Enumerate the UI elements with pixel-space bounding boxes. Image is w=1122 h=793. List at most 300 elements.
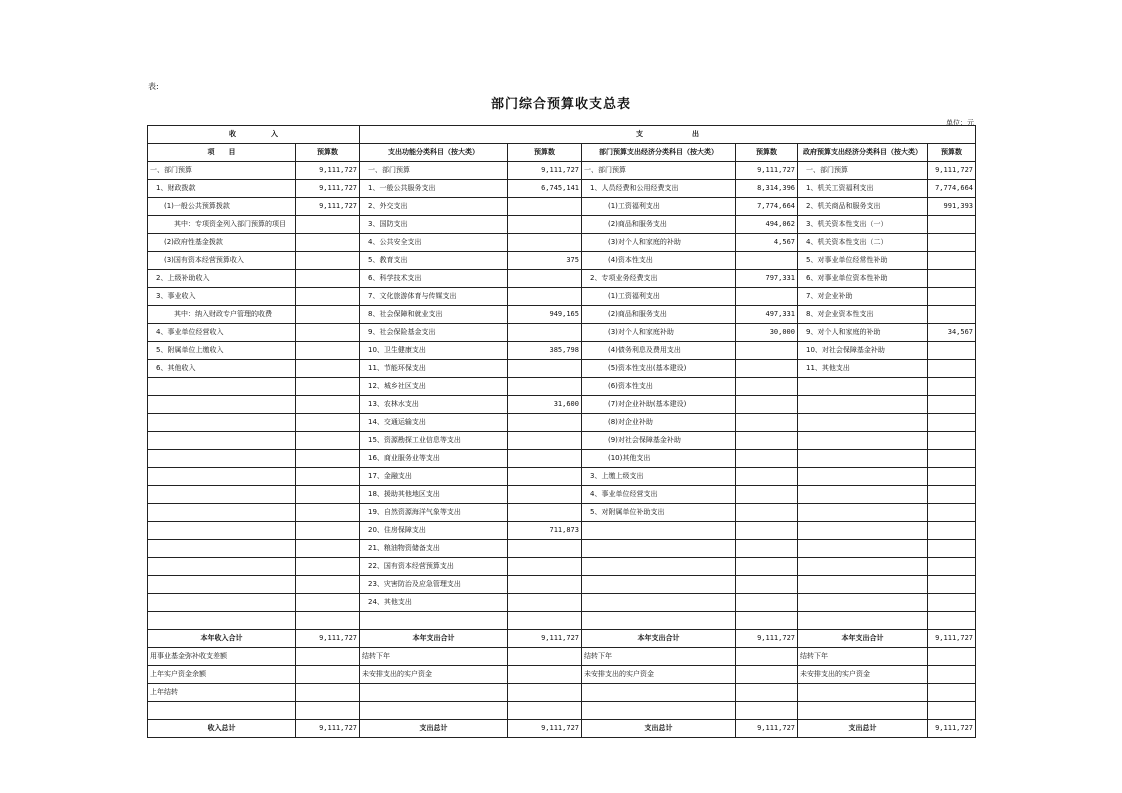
item-cell — [798, 450, 928, 468]
budget-cell — [508, 234, 582, 252]
budget-cell: 9,111,727 — [508, 630, 582, 648]
item-cell: 收入总计 — [148, 720, 296, 738]
item-cell — [148, 522, 296, 540]
item-cell: 1、一般公共服务支出 — [360, 180, 508, 198]
budget-cell — [736, 486, 798, 504]
budget-cell — [508, 576, 582, 594]
budget-header: 预算数 — [296, 144, 360, 162]
budget-cell: 9,111,727 — [736, 630, 798, 648]
table-row — [148, 378, 976, 396]
table-row — [148, 414, 976, 432]
item-cell: (5)资本性支出(基本建设) — [582, 360, 736, 378]
budget-cell — [928, 468, 976, 486]
budget-cell — [928, 396, 976, 414]
budget-cell — [928, 450, 976, 468]
budget-cell — [296, 360, 360, 378]
budget-cell — [736, 666, 798, 684]
item-cell: (3)国有资本经营预算收入 — [148, 252, 296, 270]
item-cell: 本年收入合计 — [148, 630, 296, 648]
budget-cell — [928, 486, 976, 504]
table-row — [148, 360, 976, 378]
budget-cell: 31,600 — [508, 396, 582, 414]
item-cell: (2)政府性基金拨款 — [148, 234, 296, 252]
table-row — [148, 234, 976, 252]
item-cell: 13、农林水支出 — [360, 396, 508, 414]
budget-header: 预算数 — [736, 144, 798, 162]
budget-cell: 9,111,727 — [296, 630, 360, 648]
item-cell: (1)一般公共预算拨款 — [148, 198, 296, 216]
item-cell: 2、机关商品和服务支出 — [798, 198, 928, 216]
budget-cell: 991,393 — [928, 198, 976, 216]
budget-cell — [736, 522, 798, 540]
budget-cell: 9,111,727 — [296, 720, 360, 738]
budget-cell: 9,111,727 — [736, 162, 798, 180]
budget-cell: 30,000 — [736, 324, 798, 342]
item-cell: (10)其他支出 — [582, 450, 736, 468]
table-row — [148, 288, 976, 306]
item-cell: 本年支出合计 — [360, 630, 508, 648]
budget-cell — [508, 270, 582, 288]
budget-cell — [508, 216, 582, 234]
budget-cell — [928, 522, 976, 540]
item-cell — [798, 576, 928, 594]
item-cell: 一、部门预算 — [582, 162, 736, 180]
budget-cell: 385,798 — [508, 342, 582, 360]
item-cell: 6、科学技术支出 — [360, 270, 508, 288]
item-cell: 24、其他支出 — [360, 594, 508, 612]
item-cell — [148, 414, 296, 432]
table-row — [148, 522, 976, 540]
budget-cell — [928, 666, 976, 684]
table-row — [148, 162, 976, 180]
item-cell: (1)工资福利支出 — [582, 198, 736, 216]
item-cell: 18、援助其他地区支出 — [360, 486, 508, 504]
budget-cell — [508, 504, 582, 522]
item-cell — [360, 612, 508, 630]
item-cell: 19、自然资源海洋气象等支出 — [360, 504, 508, 522]
budget-cell — [736, 684, 798, 702]
item-cell: 23、灾害防治及应急管理支出 — [360, 576, 508, 594]
item-cell — [148, 576, 296, 594]
budget-cell — [296, 378, 360, 396]
budget-cell — [928, 576, 976, 594]
item-cell: 上年结转 — [148, 684, 296, 702]
table-row — [148, 342, 976, 360]
item-cell — [582, 522, 736, 540]
budget-cell — [736, 396, 798, 414]
budget-cell — [736, 648, 798, 666]
item-cell — [148, 558, 296, 576]
table-row — [148, 324, 976, 342]
budget-cell — [508, 666, 582, 684]
item-cell: (9)对社会保障基金补助 — [582, 432, 736, 450]
budget-cell: 9,111,727 — [928, 720, 976, 738]
budget-cell: 797,331 — [736, 270, 798, 288]
item-cell: (4)资本性支出 — [582, 252, 736, 270]
item-cell: 1、财政拨款 — [148, 180, 296, 198]
item-cell — [148, 450, 296, 468]
budget-cell — [928, 306, 976, 324]
annual-total-row — [148, 630, 976, 648]
budget-cell: 9,111,727 — [296, 162, 360, 180]
budget-cell — [928, 432, 976, 450]
table-row — [148, 180, 976, 198]
budget-cell — [736, 468, 798, 486]
table-row — [148, 558, 976, 576]
table-row — [148, 198, 976, 216]
item-cell — [148, 594, 296, 612]
budget-cell — [508, 486, 582, 504]
item-cell: 9、对个人和家庭的补助 — [798, 324, 928, 342]
budget-cell: 8,314,396 — [736, 180, 798, 198]
item-cell — [798, 432, 928, 450]
budget-cell — [928, 504, 976, 522]
budget-cell: 34,567 — [928, 324, 976, 342]
item-cell: 17、金融支出 — [360, 468, 508, 486]
budget-cell: 6,745,141 — [508, 180, 582, 198]
item-cell: 10、卫生健康支出 — [360, 342, 508, 360]
budget-cell — [296, 558, 360, 576]
budget-cell — [928, 234, 976, 252]
item-cell: 本年支出合计 — [582, 630, 736, 648]
budget-cell: 494,062 — [736, 216, 798, 234]
budget-cell — [508, 684, 582, 702]
item-cell: 2、上级补助收入 — [148, 270, 296, 288]
table-row — [148, 594, 976, 612]
item-cell: 未安排支出的实户资金 — [582, 666, 736, 684]
item-cell: 1、人员经费和公用经费支出 — [582, 180, 736, 198]
item-cell — [148, 702, 296, 720]
budget-cell — [296, 216, 360, 234]
table-row — [148, 684, 976, 702]
table-row — [148, 612, 976, 630]
item-cell: 一、部门预算 — [798, 162, 928, 180]
item-cell: 8、对企业资本性支出 — [798, 306, 928, 324]
expense-header: 支 出 — [360, 126, 976, 144]
budget-cell — [296, 648, 360, 666]
item-cell — [582, 702, 736, 720]
budget-cell — [928, 270, 976, 288]
item-cell: 6、其他收入 — [148, 360, 296, 378]
item-cell — [798, 504, 928, 522]
item-cell: (7)对企业补助(基本建设) — [582, 396, 736, 414]
item-cell: 其中：专项资金列入部门预算的项目 — [148, 216, 296, 234]
budget-cell — [296, 540, 360, 558]
budget-cell — [928, 360, 976, 378]
item-cell — [360, 702, 508, 720]
budget-cell — [508, 450, 582, 468]
item-cell — [148, 468, 296, 486]
item-cell: 5、教育支出 — [360, 252, 508, 270]
budget-cell — [736, 342, 798, 360]
item-cell — [798, 396, 928, 414]
budget-cell — [736, 288, 798, 306]
table-row — [148, 648, 976, 666]
budget-cell — [508, 594, 582, 612]
item-cell: (3)对个人和家庭补助 — [582, 324, 736, 342]
item-cell: 支出总计 — [360, 720, 508, 738]
budget-cell: 949,165 — [508, 306, 582, 324]
item-cell: 21、粮油物资储备支出 — [360, 540, 508, 558]
item-cell: 8、社会保障和就业支出 — [360, 306, 508, 324]
item-cell: 支出总计 — [798, 720, 928, 738]
budget-cell — [736, 378, 798, 396]
item-cell — [798, 468, 928, 486]
item-cell: 2、外交支出 — [360, 198, 508, 216]
table-row — [148, 666, 976, 684]
item-cell: (4)债务利息及费用支出 — [582, 342, 736, 360]
budget-cell: 9,111,727 — [508, 720, 582, 738]
budget-cell: 9,111,727 — [296, 180, 360, 198]
item-cell: 4、机关资本性支出（二） — [798, 234, 928, 252]
item-cell: 7、对企业补助 — [798, 288, 928, 306]
table-row — [148, 486, 976, 504]
item-cell: (2)商品和服务支出 — [582, 306, 736, 324]
budget-cell — [508, 702, 582, 720]
budget-header: 预算数 — [928, 144, 976, 162]
item-cell — [148, 432, 296, 450]
budget-cell — [928, 252, 976, 270]
item-cell: 9、社会保险基金支出 — [360, 324, 508, 342]
budget-cell — [296, 396, 360, 414]
item-cell — [798, 612, 928, 630]
budget-cell — [296, 306, 360, 324]
item-cell: 上年实户资金余额 — [148, 666, 296, 684]
func-header: 支出功能分类科目（按大类） — [360, 144, 508, 162]
item-cell: 结转下年 — [360, 648, 508, 666]
budget-cell: 7,774,664 — [928, 180, 976, 198]
budget-cell — [508, 360, 582, 378]
item-cell — [798, 594, 928, 612]
budget-cell — [296, 684, 360, 702]
budget-cell: 9,111,727 — [928, 162, 976, 180]
budget-cell — [928, 414, 976, 432]
budget-cell — [296, 414, 360, 432]
budget-cell — [296, 234, 360, 252]
table-row — [148, 270, 976, 288]
item-cell — [582, 558, 736, 576]
item-cell: 11、其他支出 — [798, 360, 928, 378]
item-cell: 16、商业服务业等支出 — [360, 450, 508, 468]
item-cell — [148, 504, 296, 522]
item-cell — [582, 594, 736, 612]
item-cell: 5、对附属单位补助支出 — [582, 504, 736, 522]
budget-cell — [508, 648, 582, 666]
item-cell: 10、对社会保障基金补助 — [798, 342, 928, 360]
budget-cell — [736, 702, 798, 720]
budget-cell — [508, 558, 582, 576]
budget-cell — [928, 612, 976, 630]
budget-cell: 7,774,664 — [736, 198, 798, 216]
item-cell: (6)资本性支出 — [582, 378, 736, 396]
budget-cell: 9,111,727 — [736, 720, 798, 738]
budget-cell — [296, 504, 360, 522]
item-cell: 5、附属单位上缴收入 — [148, 342, 296, 360]
budget-cell: 9,111,727 — [508, 162, 582, 180]
budget-cell — [928, 702, 976, 720]
item-cell: 本年支出合计 — [798, 630, 928, 648]
item-cell: 1、机关工资福利支出 — [798, 180, 928, 198]
budget-cell — [296, 468, 360, 486]
item-header: 项 目 — [148, 144, 296, 162]
item-cell — [798, 702, 928, 720]
budget-cell: 375 — [508, 252, 582, 270]
item-cell: 20、住房保障支出 — [360, 522, 508, 540]
income-header: 收 入 — [148, 126, 360, 144]
item-cell — [148, 612, 296, 630]
budget-cell — [928, 540, 976, 558]
budget-cell — [736, 540, 798, 558]
budget-cell — [508, 612, 582, 630]
budget-cell — [736, 576, 798, 594]
grand-total-row — [148, 720, 976, 738]
budget-cell — [296, 594, 360, 612]
budget-header: 预算数 — [508, 144, 582, 162]
budget-cell — [296, 252, 360, 270]
budget-summary-table — [147, 125, 976, 738]
item-cell: (2)商品和服务支出 — [582, 216, 736, 234]
budget-cell — [736, 450, 798, 468]
budget-cell — [296, 324, 360, 342]
budget-cell — [928, 594, 976, 612]
item-cell — [148, 540, 296, 558]
budget-cell: 4,567 — [736, 234, 798, 252]
budget-cell — [928, 378, 976, 396]
table-row — [148, 468, 976, 486]
budget-cell — [508, 540, 582, 558]
item-cell: 4、公共安全支出 — [360, 234, 508, 252]
item-cell: 7、文化旅游体育与传媒支出 — [360, 288, 508, 306]
item-cell: 15、资源勘探工业信息等支出 — [360, 432, 508, 450]
item-cell: 结转下年 — [582, 648, 736, 666]
budget-cell — [736, 360, 798, 378]
budget-cell — [736, 612, 798, 630]
item-cell: 5、对事业单位经常性补助 — [798, 252, 928, 270]
budget-cell — [736, 432, 798, 450]
gov-header: 政府预算支出经济分类科目（按大类） — [798, 144, 928, 162]
item-cell: 12、城乡社区支出 — [360, 378, 508, 396]
budget-cell — [296, 522, 360, 540]
budget-cell — [928, 558, 976, 576]
table-row — [148, 396, 976, 414]
item-cell — [148, 378, 296, 396]
item-cell — [798, 414, 928, 432]
item-cell — [582, 612, 736, 630]
budget-cell — [736, 558, 798, 576]
budget-cell — [508, 288, 582, 306]
item-cell: 14、交通运输支出 — [360, 414, 508, 432]
item-cell — [798, 684, 928, 702]
budget-cell — [736, 252, 798, 270]
item-cell — [798, 558, 928, 576]
budget-cell — [928, 648, 976, 666]
budget-cell — [508, 414, 582, 432]
table-label: 表: — [148, 82, 159, 91]
item-cell: 一、部门预算 — [360, 162, 508, 180]
table-row — [148, 252, 976, 270]
table-row — [148, 702, 976, 720]
item-cell — [798, 378, 928, 396]
item-cell: 11、节能环保支出 — [360, 360, 508, 378]
budget-cell — [508, 378, 582, 396]
budget-cell — [736, 414, 798, 432]
budget-cell — [296, 486, 360, 504]
budget-cell — [928, 342, 976, 360]
page-title: 部门综合预算收支总表 — [490, 97, 631, 112]
item-cell: (1)工资福利支出 — [582, 288, 736, 306]
budget-cell — [508, 432, 582, 450]
table-row — [148, 450, 976, 468]
table-row — [148, 576, 976, 594]
item-cell: 用事业基金弥补收支差额 — [148, 648, 296, 666]
budget-cell — [928, 684, 976, 702]
budget-cell: 9,111,727 — [928, 630, 976, 648]
table-row — [148, 432, 976, 450]
budget-cell — [296, 270, 360, 288]
header-row-1 — [148, 126, 976, 144]
budget-cell — [736, 594, 798, 612]
header-row-2 — [148, 144, 976, 162]
item-cell: 支出总计 — [582, 720, 736, 738]
item-cell: 其中：纳入财政专户管理的收费 — [148, 306, 296, 324]
budget-cell — [296, 666, 360, 684]
item-cell: 2、专项业务经费支出 — [582, 270, 736, 288]
item-cell: 结转下年 — [798, 648, 928, 666]
budget-cell — [928, 288, 976, 306]
item-cell: 3、机关资本性支出（一） — [798, 216, 928, 234]
item-cell: (8)对企业补助 — [582, 414, 736, 432]
item-cell: 4、事业单位经营收入 — [148, 324, 296, 342]
item-cell — [148, 486, 296, 504]
item-cell: 未安排支出的实户资金 — [798, 666, 928, 684]
econ-header: 部门预算支出经济分类科目（按大类） — [582, 144, 736, 162]
table-row — [148, 216, 976, 234]
item-cell: 22、国有资本经营预算支出 — [360, 558, 508, 576]
budget-cell — [296, 342, 360, 360]
item-cell: 3、事业收入 — [148, 288, 296, 306]
budget-cell: 9,111,727 — [296, 198, 360, 216]
item-cell: 3、国防支出 — [360, 216, 508, 234]
item-cell — [582, 684, 736, 702]
item-cell: 4、事业单位经营支出 — [582, 486, 736, 504]
item-cell: 3、上缴上级支出 — [582, 468, 736, 486]
unit-label: 单位：元 — [946, 119, 974, 127]
item-cell — [582, 540, 736, 558]
table-row — [148, 504, 976, 522]
item-cell: 一、部门预算 — [148, 162, 296, 180]
table-row — [148, 306, 976, 324]
item-cell — [798, 486, 928, 504]
budget-cell — [928, 216, 976, 234]
budget-cell: 711,873 — [508, 522, 582, 540]
budget-cell — [296, 450, 360, 468]
budget-cell — [736, 504, 798, 522]
item-cell — [798, 522, 928, 540]
table-row — [148, 540, 976, 558]
item-cell — [798, 540, 928, 558]
item-cell — [148, 396, 296, 414]
budget-cell — [508, 198, 582, 216]
budget-cell: 497,331 — [736, 306, 798, 324]
budget-cell — [296, 432, 360, 450]
item-cell: 未安排支出的实户资金 — [360, 666, 508, 684]
budget-cell — [296, 576, 360, 594]
item-cell: 6、对事业单位资本性补助 — [798, 270, 928, 288]
budget-cell — [296, 612, 360, 630]
budget-cell — [296, 288, 360, 306]
budget-cell — [508, 468, 582, 486]
item-cell — [360, 684, 508, 702]
